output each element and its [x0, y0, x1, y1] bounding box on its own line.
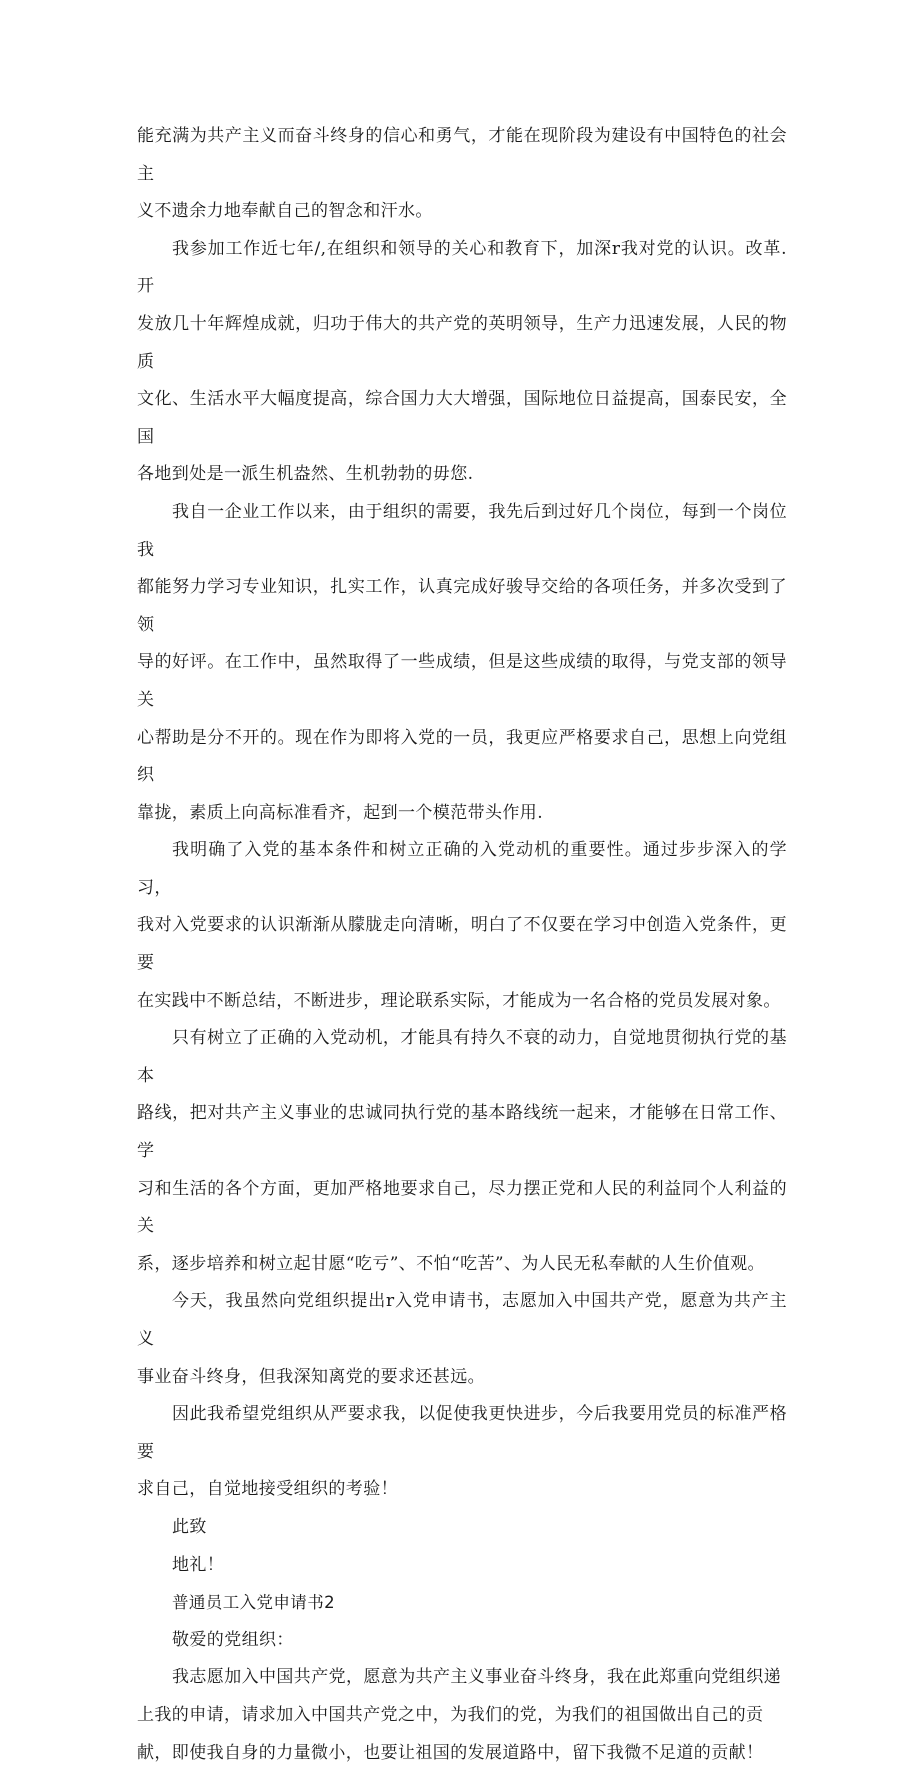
section-heading: 普通员工入党申请书2 — [172, 1593, 335, 1613]
paragraph-application-2: 我志愿加入中国共产党，愿意为共产主义事业奋斗终身，我在此郑重向党组织递 上我的申请，请求加入中国共产党之中，为我们的党，为我们的祖国做出自己的贡 献，即使我自身的力量微小，也要让祖国的发展道路中，留下我微不足道的贡献！ — [137, 1667, 781, 1763]
paragraph-correct-motivation: 只有树立了正确的入党动机，才能具有持久不衰的动力，自觉地贯彻执行党的基本 路线，把对共产主义事业的忠诚同执行党的基本路线统一起来，才能够在日常工作、学 习和生活的各个方面，更加严格地要求自己，尽力摆正党和人民的利益同个人利益的关 系，逐步培养和树立起甘愿“吃亏”、不怕“吃苦”、为人民无私奉献的人生价值观。 — [137, 1028, 787, 1274]
paragraph-continuation: 能充满为共产主义而奋斗终身的信心和勇气，才能在现阶段为建设有中国特色的社会主 义不遗余力地奉献自己的智念和汗水。 — [137, 126, 787, 222]
document-body — [137, 118, 787, 1772]
closing-line-1: 此致 — [172, 1516, 207, 1537]
paragraph-party-motivation: 我明确了入党的基本条件和树立正确的入党动机的重要性。通过步步深入的学习， 我对入党要求的认识渐渐从朦胧走向清晰，明白了不仅要在学习中创造入党条件，更要 在实践中不断总结，不断进步，理论联系实际，才能成为一名合格的党员发展对象。 — [137, 840, 787, 1011]
paragraph-application: 今天，我虽然向党组织提出r入党申请书，志愿加入中国共产党，愿意为共产主义 事业奋斗终身，但我深知离党的要求还甚远。 — [137, 1291, 787, 1387]
closing-line-2: 地礼！ — [172, 1554, 225, 1575]
paragraph-hope: 因此我希望党组织从严要求我，以促使我更快进步，今后我要用党员的标准严格要 求自己，自觉地接受组织的考验！ — [137, 1404, 787, 1500]
salutation: 敬爱的党组织： — [172, 1629, 294, 1650]
paragraph-work-experience: 我参加工作近七年/,在组织和领导的关心和教育下，加深r我对党的认识。改革.开 发放几十年辉煌成就，归功于伟大的共产党的英明领导，生产力迅速发展，人民的物质 文化、生活水平大幅度提高，综合国力大大增强，国际地位日益提高，国泰民安，全国 各地到处是一派生机盎然、生机勃勃的毋您. — [137, 238, 787, 485]
paragraph-enterprise-work: 我自一企业工作以来，由于组织的需要，我先后到过好几个岗位，每到一个岗位我 都能努力学习专业知识，扎实工作，认真完成好骏导交给的各项任务，并多次受到了领 导的好评。在工作中，虽然取得了一些成绩，但是这些成绩的取得，与党支部的领导关 心帮助是分不开的。现在作为即将入党的一员，我更应严格要求自己，思想上向党组织 靠拢，素质上向高标准看齐，起到一个模范带头作用. — [137, 501, 787, 823]
